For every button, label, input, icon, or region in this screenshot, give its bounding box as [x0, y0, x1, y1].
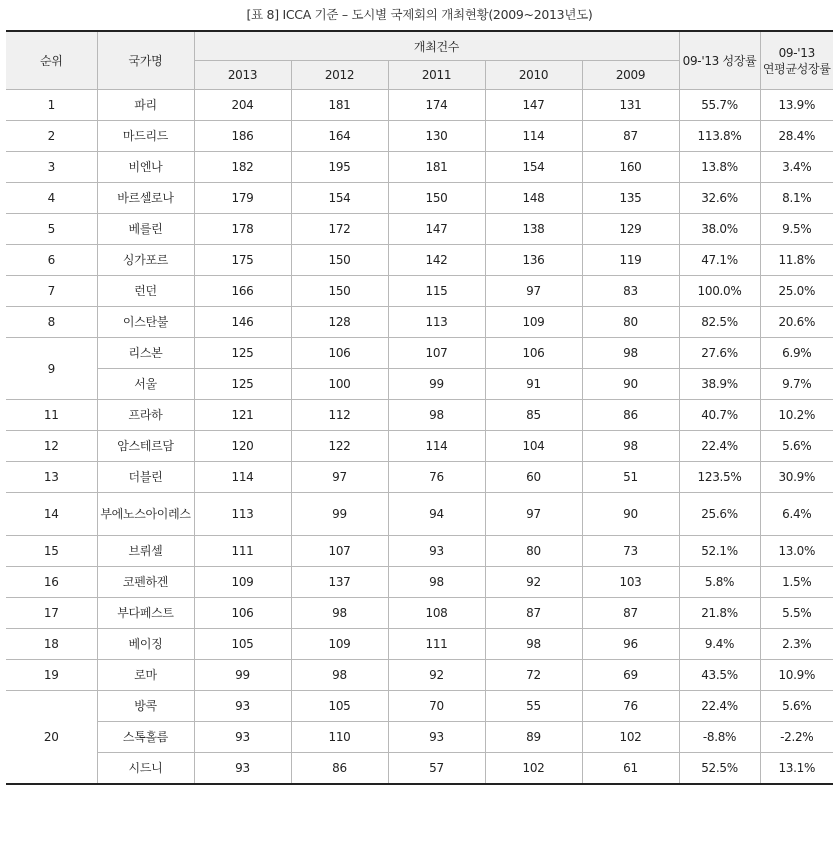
rank-cell: 12	[6, 431, 97, 462]
avg-growth-cell: 5.6%	[760, 691, 833, 722]
count-cell: 121	[194, 400, 291, 431]
count-cell: 72	[485, 660, 582, 691]
count-cell: 97	[291, 462, 388, 493]
count-cell: 105	[291, 691, 388, 722]
count-cell: 146	[194, 307, 291, 338]
count-cell: 160	[582, 152, 679, 183]
count-cell: 147	[485, 90, 582, 121]
count-cell: 102	[582, 722, 679, 753]
count-cell: 96	[582, 629, 679, 660]
table-row	[6, 369, 833, 400]
count-cell: 86	[291, 753, 388, 785]
growth-cell: 55.7%	[679, 90, 760, 121]
city-cell: 로마	[97, 660, 194, 691]
count-cell: 178	[194, 214, 291, 245]
growth-cell: 27.6%	[679, 338, 760, 369]
count-cell: 99	[291, 493, 388, 536]
table-row	[6, 338, 833, 369]
city-cell: 시드니	[97, 753, 194, 785]
table-row	[6, 183, 833, 214]
avg-growth-cell: 9.7%	[760, 369, 833, 400]
count-cell: 100	[291, 369, 388, 400]
count-cell: 113	[388, 307, 485, 338]
count-cell: 154	[291, 183, 388, 214]
avg-growth-cell: 2.3%	[760, 629, 833, 660]
count-cell: 107	[388, 338, 485, 369]
count-cell: 57	[388, 753, 485, 785]
rank-cell: 6	[6, 245, 97, 276]
count-cell: 154	[485, 152, 582, 183]
avg-growth-cell: -2.2%	[760, 722, 833, 753]
city-cell: 리스본	[97, 338, 194, 369]
count-cell: 172	[291, 214, 388, 245]
header-year: 2010	[485, 61, 582, 90]
count-cell: 114	[194, 462, 291, 493]
rank-cell: 14	[6, 493, 97, 536]
growth-cell: 43.5%	[679, 660, 760, 691]
growth-cell: 100.0%	[679, 276, 760, 307]
count-cell: 98	[388, 567, 485, 598]
rank-cell: 9	[6, 338, 97, 400]
count-cell: 109	[194, 567, 291, 598]
city-cell: 브뤼셀	[97, 536, 194, 567]
city-cell: 스톡홀름	[97, 722, 194, 753]
count-cell: 102	[485, 753, 582, 785]
count-cell: 98	[582, 338, 679, 369]
table-row	[6, 400, 833, 431]
table-row	[6, 691, 833, 722]
count-cell: 109	[291, 629, 388, 660]
count-cell: 166	[194, 276, 291, 307]
count-cell: 90	[582, 493, 679, 536]
count-cell: 93	[194, 722, 291, 753]
count-cell: 60	[485, 462, 582, 493]
avg-growth-cell: 30.9%	[760, 462, 833, 493]
count-cell: 87	[582, 598, 679, 629]
growth-cell: 52.5%	[679, 753, 760, 785]
count-cell: 70	[388, 691, 485, 722]
header-avg-growth	[760, 31, 833, 90]
table-row	[6, 567, 833, 598]
avg-growth-cell: 3.4%	[760, 152, 833, 183]
city-cell: 방콕	[97, 691, 194, 722]
table-row	[6, 629, 833, 660]
count-cell: 103	[582, 567, 679, 598]
growth-cell: 40.7%	[679, 400, 760, 431]
count-cell: 98	[388, 400, 485, 431]
count-cell: 92	[388, 660, 485, 691]
count-cell: 181	[388, 152, 485, 183]
count-cell: 195	[291, 152, 388, 183]
header-country: 국가명	[97, 31, 194, 90]
avg-growth-cell: 8.1%	[760, 183, 833, 214]
count-cell: 80	[582, 307, 679, 338]
count-cell: 114	[485, 121, 582, 152]
table-caption: [표 8] ICCA 기준 – 도시별 국제회의 개최현황(2009~2013년도)	[246, 7, 593, 22]
count-cell: 76	[388, 462, 485, 493]
city-cell: 코펜하겐	[97, 567, 194, 598]
avg-growth-cell: 6.4%	[760, 493, 833, 536]
avg-growth-cell: 6.9%	[760, 338, 833, 369]
city-cell: 비엔나	[97, 152, 194, 183]
header-year: 2012	[291, 61, 388, 90]
header-avg-growth-line2: 연평균성장률	[762, 61, 831, 76]
growth-cell: 9.4%	[679, 629, 760, 660]
avg-growth-cell: 25.0%	[760, 276, 833, 307]
rank-cell: 4	[6, 183, 97, 214]
table-row	[6, 152, 833, 183]
count-cell: 119	[582, 245, 679, 276]
count-cell: 112	[291, 400, 388, 431]
growth-cell: 82.5%	[679, 307, 760, 338]
header-count-group: 개최건수	[194, 31, 679, 61]
growth-cell: -8.8%	[679, 722, 760, 753]
table-row	[6, 276, 833, 307]
table-row	[6, 90, 833, 121]
count-cell: 86	[582, 400, 679, 431]
count-cell: 83	[582, 276, 679, 307]
count-cell: 98	[582, 431, 679, 462]
city-cell: 부다페스트	[97, 598, 194, 629]
count-cell: 99	[388, 369, 485, 400]
count-cell: 73	[582, 536, 679, 567]
count-cell: 136	[485, 245, 582, 276]
count-cell: 186	[194, 121, 291, 152]
count-cell: 114	[388, 431, 485, 462]
count-cell: 204	[194, 90, 291, 121]
count-cell: 93	[388, 536, 485, 567]
growth-cell: 38.0%	[679, 214, 760, 245]
rank-cell: 20	[6, 691, 97, 785]
count-cell: 135	[582, 183, 679, 214]
avg-growth-cell: 5.6%	[760, 431, 833, 462]
count-cell: 76	[582, 691, 679, 722]
rank-cell: 19	[6, 660, 97, 691]
count-cell: 164	[291, 121, 388, 152]
count-cell: 120	[194, 431, 291, 462]
growth-cell: 113.8%	[679, 121, 760, 152]
city-cell: 이스탄불	[97, 307, 194, 338]
city-cell: 바르셀로나	[97, 183, 194, 214]
count-cell: 111	[388, 629, 485, 660]
count-cell: 55	[485, 691, 582, 722]
count-cell: 138	[485, 214, 582, 245]
table-row	[6, 307, 833, 338]
rank-cell: 16	[6, 567, 97, 598]
count-cell: 182	[194, 152, 291, 183]
table-row	[6, 722, 833, 753]
table-row	[6, 121, 833, 152]
count-cell: 174	[388, 90, 485, 121]
icca-city-table	[6, 30, 833, 785]
rank-cell: 11	[6, 400, 97, 431]
count-cell: 98	[485, 629, 582, 660]
count-cell: 115	[388, 276, 485, 307]
header-year: 2009	[582, 61, 679, 90]
count-cell: 87	[582, 121, 679, 152]
rank-cell: 2	[6, 121, 97, 152]
avg-growth-cell: 20.6%	[760, 307, 833, 338]
rank-cell: 8	[6, 307, 97, 338]
rank-cell: 18	[6, 629, 97, 660]
city-cell: 마드리드	[97, 121, 194, 152]
avg-growth-cell: 13.9%	[760, 90, 833, 121]
count-cell: 89	[485, 722, 582, 753]
count-cell: 129	[582, 214, 679, 245]
rank-cell: 15	[6, 536, 97, 567]
city-cell: 파리	[97, 90, 194, 121]
avg-growth-cell: 10.2%	[760, 400, 833, 431]
count-cell: 147	[388, 214, 485, 245]
count-cell: 93	[388, 722, 485, 753]
avg-growth-cell: 5.5%	[760, 598, 833, 629]
count-cell: 106	[485, 338, 582, 369]
count-cell: 90	[582, 369, 679, 400]
rank-cell: 7	[6, 276, 97, 307]
count-cell: 109	[485, 307, 582, 338]
growth-cell: 32.6%	[679, 183, 760, 214]
rank-cell: 1	[6, 90, 97, 121]
count-cell: 181	[291, 90, 388, 121]
count-cell: 87	[485, 598, 582, 629]
table-row	[6, 431, 833, 462]
count-cell: 97	[485, 493, 582, 536]
count-cell: 104	[485, 431, 582, 462]
count-cell: 175	[194, 245, 291, 276]
avg-growth-cell: 13.0%	[760, 536, 833, 567]
table-row	[6, 660, 833, 691]
header-avg-growth-line1: 09-'13	[778, 45, 815, 60]
count-cell: 108	[388, 598, 485, 629]
city-cell: 프라하	[97, 400, 194, 431]
count-cell: 110	[291, 722, 388, 753]
count-cell: 125	[194, 369, 291, 400]
growth-cell: 123.5%	[679, 462, 760, 493]
count-cell: 85	[485, 400, 582, 431]
growth-cell: 21.8%	[679, 598, 760, 629]
count-cell: 113	[194, 493, 291, 536]
table-row	[6, 214, 833, 245]
table-row	[6, 245, 833, 276]
growth-cell: 5.8%	[679, 567, 760, 598]
city-cell: 싱가포르	[97, 245, 194, 276]
count-cell: 150	[291, 245, 388, 276]
count-cell: 106	[194, 598, 291, 629]
rank-cell: 17	[6, 598, 97, 629]
header-year: 2013	[194, 61, 291, 90]
rank-cell: 13	[6, 462, 97, 493]
count-cell: 122	[291, 431, 388, 462]
avg-growth-cell: 28.4%	[760, 121, 833, 152]
table-row	[6, 493, 833, 536]
count-cell: 106	[291, 338, 388, 369]
count-cell: 130	[388, 121, 485, 152]
count-cell: 91	[485, 369, 582, 400]
count-cell: 80	[485, 536, 582, 567]
count-cell: 150	[291, 276, 388, 307]
header-growth: 09-'13 성장률	[679, 31, 760, 90]
count-cell: 94	[388, 493, 485, 536]
growth-cell: 22.4%	[679, 431, 760, 462]
rank-cell: 5	[6, 214, 97, 245]
count-cell: 131	[582, 90, 679, 121]
count-cell: 61	[582, 753, 679, 785]
table-row	[6, 536, 833, 567]
count-cell: 137	[291, 567, 388, 598]
growth-cell: 25.6%	[679, 493, 760, 536]
growth-cell: 52.1%	[679, 536, 760, 567]
count-cell: 128	[291, 307, 388, 338]
count-cell: 92	[485, 567, 582, 598]
count-cell: 150	[388, 183, 485, 214]
avg-growth-cell: 1.5%	[760, 567, 833, 598]
count-cell: 51	[582, 462, 679, 493]
city-cell: 베이징	[97, 629, 194, 660]
city-cell: 베를린	[97, 214, 194, 245]
count-cell: 142	[388, 245, 485, 276]
count-cell: 69	[582, 660, 679, 691]
avg-growth-cell: 13.1%	[760, 753, 833, 785]
count-cell: 98	[291, 660, 388, 691]
table-row	[6, 598, 833, 629]
city-cell: 런던	[97, 276, 194, 307]
growth-cell: 38.9%	[679, 369, 760, 400]
count-cell: 97	[485, 276, 582, 307]
avg-growth-cell: 10.9%	[760, 660, 833, 691]
count-cell: 148	[485, 183, 582, 214]
count-cell: 107	[291, 536, 388, 567]
growth-cell: 47.1%	[679, 245, 760, 276]
table-row	[6, 753, 833, 785]
table-row	[6, 462, 833, 493]
header-year: 2011	[388, 61, 485, 90]
growth-cell: 13.8%	[679, 152, 760, 183]
table-body	[6, 90, 833, 785]
rank-cell: 3	[6, 152, 97, 183]
count-cell: 93	[194, 753, 291, 785]
count-cell: 99	[194, 660, 291, 691]
count-cell: 105	[194, 629, 291, 660]
header-rank: 순위	[6, 31, 97, 90]
growth-cell: 22.4%	[679, 691, 760, 722]
avg-growth-cell: 11.8%	[760, 245, 833, 276]
city-cell: 서울	[97, 369, 194, 400]
count-cell: 111	[194, 536, 291, 567]
city-cell: 암스테르담	[97, 431, 194, 462]
count-cell: 125	[194, 338, 291, 369]
city-cell: 더블린	[97, 462, 194, 493]
city-cell: 부에노스아이레스	[97, 493, 194, 536]
count-cell: 98	[291, 598, 388, 629]
avg-growth-cell: 9.5%	[760, 214, 833, 245]
count-cell: 179	[194, 183, 291, 214]
count-cell: 93	[194, 691, 291, 722]
